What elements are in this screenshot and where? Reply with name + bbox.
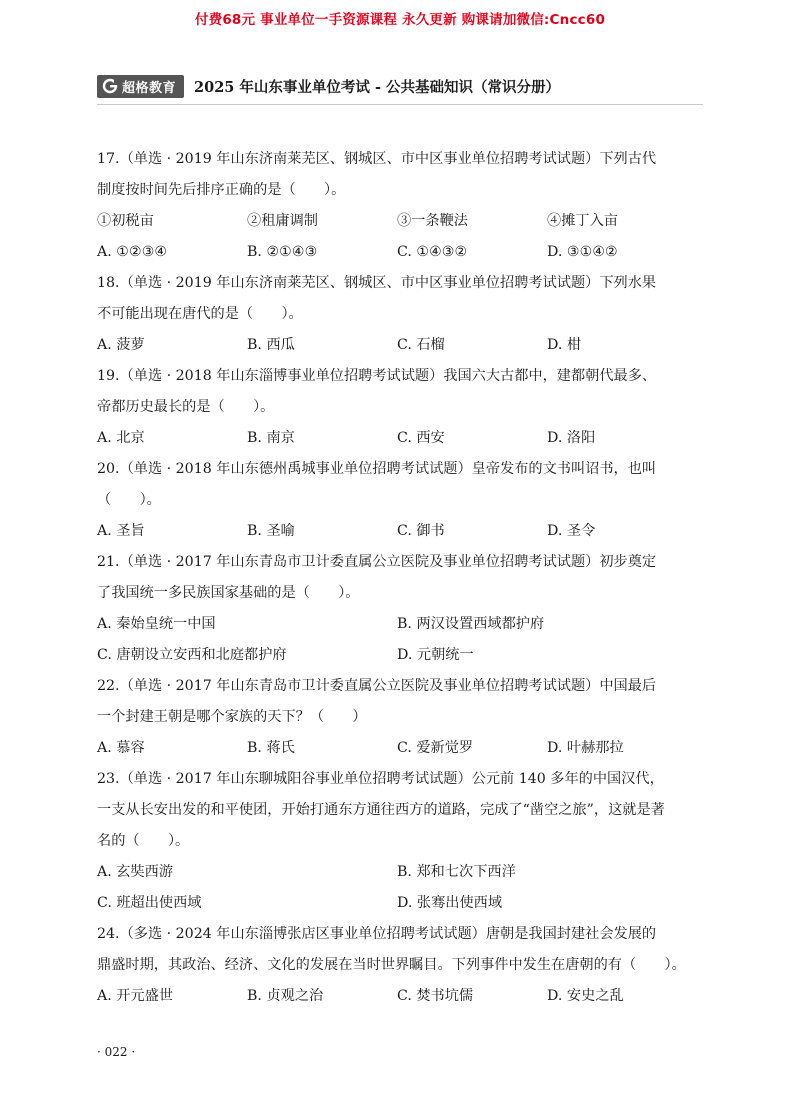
answer-option: B. 贞观之治 bbox=[247, 988, 324, 1004]
question-text: 帝都历史最长的是（ ）。 bbox=[97, 399, 275, 415]
answer-option: B. 蒋氏 bbox=[247, 740, 295, 756]
question-text: 20.（单选 · 2018 年山东德州禹城事业单位招聘考试试题）皇帝发布的文书叫诏书，也叫 bbox=[97, 461, 657, 477]
question-text: 不可能出现在唐代的是（ ）。 bbox=[97, 306, 303, 322]
publisher-logo bbox=[97, 75, 184, 98]
question-text: （ ）。 bbox=[97, 492, 161, 508]
question-17 bbox=[97, 144, 709, 268]
promo-banner: 付费68元 事业单位一手资源课程 永久更新 购课请加微信:Cncc60 bbox=[194, 12, 606, 28]
numbered-item: ②租庸调制 bbox=[247, 213, 318, 229]
page-header bbox=[97, 74, 560, 98]
question-text: 制度按时间先后排序正确的是（ ）。 bbox=[97, 182, 346, 198]
question-text: 一个封建王朝是哪个家族的天下？（ ） bbox=[97, 709, 367, 725]
option-row bbox=[97, 423, 709, 454]
option-row bbox=[97, 981, 709, 1012]
question-20 bbox=[97, 454, 709, 547]
answer-option: D. 圣令 bbox=[547, 523, 596, 539]
answer-option: A. 秦始皇统一中国 bbox=[97, 616, 216, 632]
question-18 bbox=[97, 268, 709, 361]
question-text: 24.（多选 · 2024 年山东淄博张店区事业单位招聘考试试题）唐朝是我国封建社会发展的 bbox=[97, 926, 657, 942]
answer-option: C. ①④③② bbox=[397, 244, 468, 260]
answer-option: A. 玄奘西游 bbox=[97, 864, 174, 880]
answer-option: D. 叶赫那拉 bbox=[547, 740, 624, 756]
answer-option: C. 石榴 bbox=[397, 337, 445, 353]
header-divider bbox=[97, 104, 703, 105]
answer-option: B. 圣喻 bbox=[247, 523, 295, 539]
answer-option: B. 西瓜 bbox=[247, 337, 295, 353]
answer-option: C. 唐朝设立安西和北庭都护府 bbox=[97, 647, 287, 663]
answer-option: B. 两汉设置西域都护府 bbox=[397, 616, 545, 632]
question-text: 23.（单选 · 2017 年山东聊城阳谷事业单位招聘考试试题）公元前 140 多年的中国汉代， bbox=[97, 771, 664, 787]
chaoge-logo-icon bbox=[102, 78, 118, 94]
option-row bbox=[97, 516, 709, 547]
answer-option: B. 郑和七次下西洋 bbox=[397, 864, 516, 880]
option-row bbox=[97, 733, 709, 764]
question-text: 一支从长安出发的和平使团，开始打通东方通往西方的道路，完成了“凿空之旅”，这就是著 bbox=[97, 802, 665, 818]
question-22 bbox=[97, 671, 709, 764]
answer-option: D. 元朝统一 bbox=[397, 647, 474, 663]
logo-text: 超格教育 bbox=[122, 80, 177, 96]
question-text: 22.（单选 · 2017 年山东青岛市卫计委直属公立医院及事业单位招聘考试试题）中国最后 bbox=[97, 678, 657, 694]
answer-option: A. ①②③④ bbox=[97, 244, 168, 260]
numbered-item: ③一条鞭法 bbox=[397, 213, 468, 229]
option-row bbox=[97, 857, 709, 888]
answer-option: B. 南京 bbox=[247, 430, 295, 446]
answer-option: D. ③①④② bbox=[547, 244, 618, 260]
option-row bbox=[97, 888, 709, 919]
answer-option: C. 班超出使西域 bbox=[97, 895, 202, 911]
question-text: 了我国统一多民族国家基础的是（ ）。 bbox=[97, 585, 360, 601]
option-row bbox=[97, 640, 709, 671]
page-title: 2025 年山东事业单位考试 - 公共基础知识（常识分册） bbox=[194, 78, 561, 96]
question-text: 21.（单选 · 2017 年山东青岛市卫计委直属公立医院及事业单位招聘考试试题）初步奠定 bbox=[97, 554, 657, 570]
answer-option: C. 西安 bbox=[397, 430, 445, 446]
numbered-item: ①初税亩 bbox=[97, 213, 154, 229]
question-text: 鼎盛时期，其政治、经济、文化的发展在当时世界瞩目。下列事件中发生在唐朝的有（ ）。 bbox=[97, 957, 686, 973]
answer-option: A. 菠萝 bbox=[97, 337, 145, 353]
answer-option: A. 北京 bbox=[97, 430, 145, 446]
question-21 bbox=[97, 547, 709, 671]
answer-option: C. 爱新觉罗 bbox=[397, 740, 474, 756]
question-text: 19.（单选 · 2018 年山东淄博事业单位招聘考试试题）我国六大古都中，建都朝代最多、 bbox=[97, 368, 657, 384]
option-row bbox=[97, 609, 709, 640]
question-text: 17.（单选 · 2019 年山东济南莱芜区、钢城区、市中区事业单位招聘考试试题）下列古代 bbox=[97, 151, 657, 167]
answer-option: D. 柑 bbox=[547, 337, 582, 353]
question-23 bbox=[97, 764, 709, 919]
answer-option: B. ②①④③ bbox=[247, 244, 318, 260]
answer-option: A. 慕容 bbox=[97, 740, 145, 756]
answer-option: C. 御书 bbox=[397, 523, 445, 539]
question-24 bbox=[97, 919, 709, 1012]
page-number: · 022 · bbox=[97, 1045, 136, 1059]
question-19 bbox=[97, 361, 709, 454]
option-row bbox=[97, 237, 709, 268]
answer-option: C. 焚书坑儒 bbox=[397, 988, 474, 1004]
answer-option: D. 张骞出使西域 bbox=[397, 895, 503, 911]
question-text: 18.（单选 · 2019 年山东济南莱芜区、钢城区、市中区事业单位招聘考试试题）下列水果 bbox=[97, 275, 657, 291]
option-row bbox=[97, 330, 709, 361]
question-list bbox=[97, 144, 709, 1012]
question-text: 名的（ ）。 bbox=[97, 833, 190, 849]
answer-option: A. 开元盛世 bbox=[97, 988, 174, 1004]
numbered-item: ④摊丁入亩 bbox=[547, 213, 618, 229]
answer-option: A. 圣旨 bbox=[97, 523, 145, 539]
answer-option: D. 洛阳 bbox=[547, 430, 596, 446]
item-row bbox=[97, 206, 709, 237]
answer-option: D. 安史之乱 bbox=[547, 988, 624, 1004]
